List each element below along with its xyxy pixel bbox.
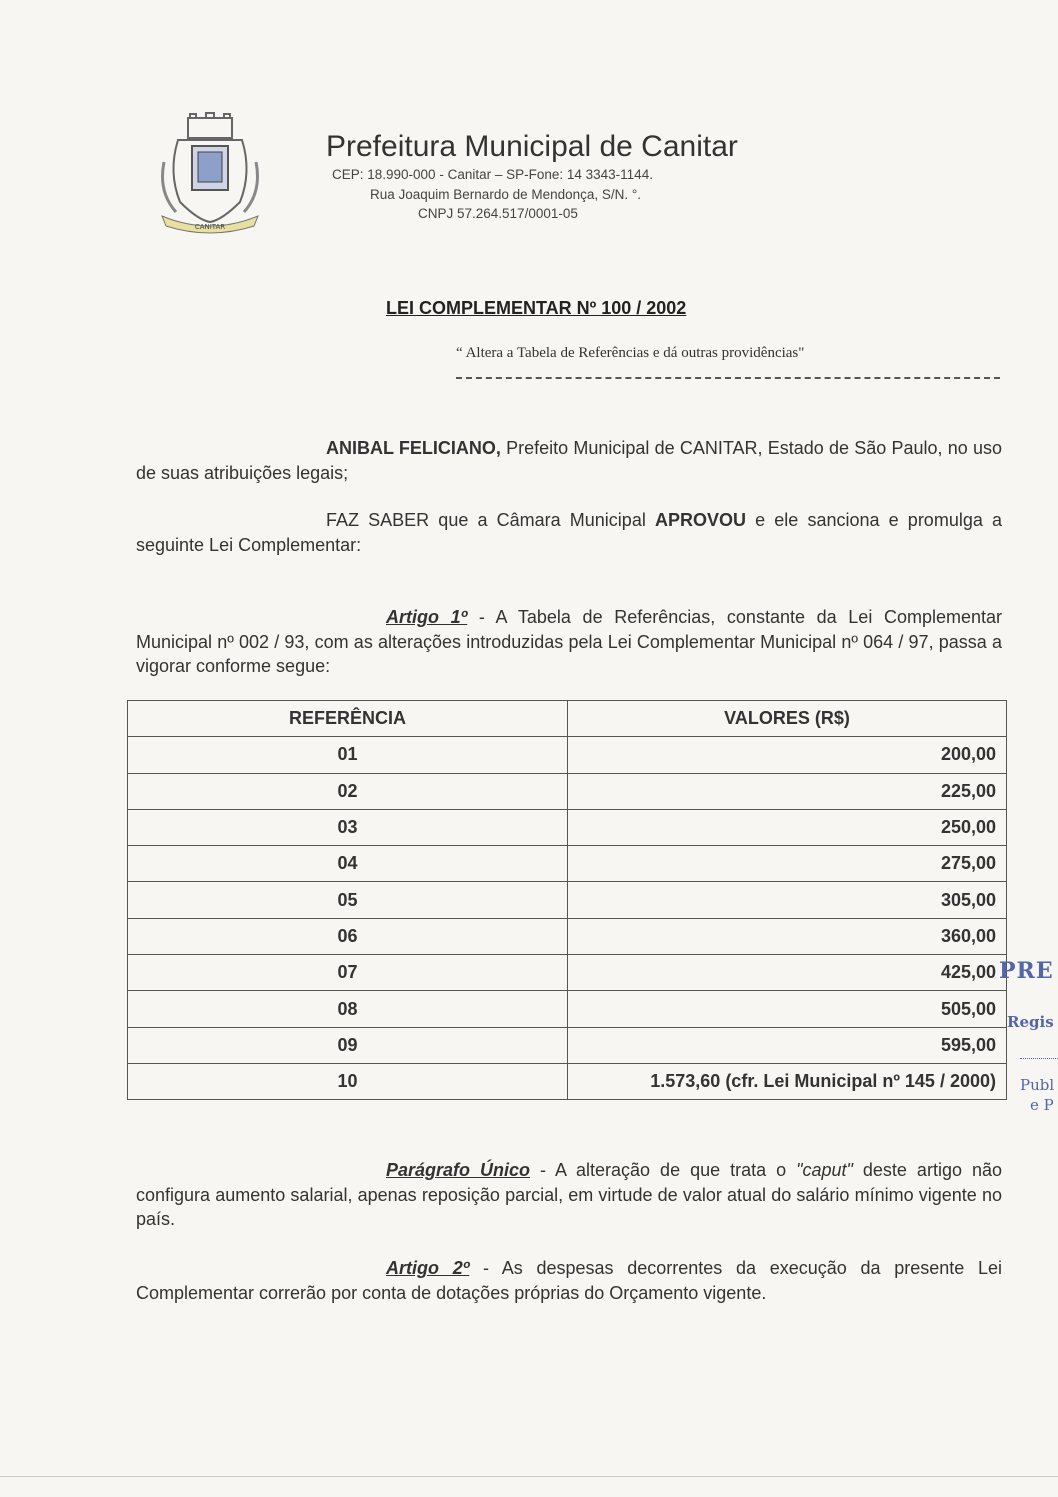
value-cell: 360,00 [568, 918, 1007, 954]
law-title: LEI COMPLEMENTAR Nº 100 / 2002 [386, 298, 687, 318]
reference-cell: 02 [128, 773, 568, 809]
value-cell: 275,00 [568, 846, 1007, 882]
stamp-fragment: Publ [1020, 1076, 1055, 1094]
value-cell: 595,00 [568, 1027, 1007, 1063]
sole-paragraph-text-a: - A alteração de que trata o [530, 1160, 797, 1180]
page-edge [0, 1476, 1058, 1477]
sole-paragraph-label: Parágrafo Único [386, 1160, 531, 1180]
paragraph-preamble [136, 436, 1002, 485]
sole-paragraph-text-b: deste artigo não configura aumento salarial, apenas reposição parcial, em virtude de valor atual do salário mínimo vigente no país. [136, 1160, 1002, 1229]
enactment-text-b: e ele sanciona e promulga a seguinte Lei Complementar: [136, 510, 1002, 555]
table-row [128, 882, 1007, 918]
value-cell: 505,00 [568, 991, 1007, 1027]
enactment-text-a: FAZ SABER que a Câmara Municipal [326, 510, 655, 530]
reference-cell: 01 [128, 737, 568, 773]
stamp-fragment: e P [1030, 1096, 1054, 1114]
table-row [128, 918, 1007, 954]
reference-cell: 05 [128, 882, 568, 918]
table-row [128, 1063, 1007, 1099]
value-cell: 225,00 [568, 773, 1007, 809]
reference-cell: 08 [128, 991, 568, 1027]
value-cell: 200,00 [568, 737, 1007, 773]
municipality-title: Prefeitura Municipal de Canitar [326, 130, 738, 163]
article-2-text: - As despesas decorrentes da execução da presente Lei Complementar correrão por conta de dotações próprias do Orçamento vigente. [136, 1258, 1002, 1303]
table-row [128, 809, 1007, 845]
table-row [128, 846, 1007, 882]
preamble-text: Prefeito Municipal de CANITAR, Estado de São Paulo, no uso de suas atribuições legais; [136, 438, 1003, 483]
value-cell: 1.573,60 (cfr. Lei Municipal nº 145 / 2000) [568, 1063, 1007, 1099]
reference-cell: 10 [128, 1063, 568, 1099]
enactment-approved: APROVOU [654, 510, 746, 530]
stamp-divider [1020, 1058, 1058, 1059]
value-cell: 250,00 [568, 809, 1007, 845]
table-row [128, 737, 1007, 773]
article-2-label: Artigo 2º [386, 1258, 470, 1278]
table-row [128, 991, 1007, 1027]
paragraph-article-1 [136, 605, 1002, 679]
table-row [128, 955, 1007, 991]
svg-text:CANITAR: CANITAR [194, 223, 226, 231]
paragraph-sole [136, 1158, 1002, 1232]
law-ementa: “ Altera a Tabela de Referências e dá outras providências" [456, 345, 805, 361]
table-header-row [128, 701, 1007, 737]
mayor-name: ANIBAL FELICIANO, [326, 438, 501, 458]
table-row [128, 1027, 1007, 1063]
column-header-values: VALORES (R$) [568, 701, 1007, 737]
stamp-fragment: PRE [999, 958, 1054, 984]
letterhead-cnpj: CNPJ 57.264.517/0001-05 [418, 206, 578, 221]
article-1-label: Artigo 1º [386, 607, 468, 627]
value-cell: 425,00 [568, 955, 1007, 991]
article-1-text: - A Tabela de Referências, constante da Lei Complementar Municipal nº 002 / 93, com as alterações introduzidas pela Lei Complementar Municipal nº 064 / 97, passa a vigorar conforme segue: [136, 607, 1003, 676]
reference-cell: 07 [128, 955, 568, 991]
column-header-reference: REFERÊNCIA [128, 701, 568, 737]
table-row [128, 773, 1007, 809]
paragraph-article-2 [136, 1256, 1002, 1305]
caput-term: "caput" [796, 1160, 853, 1180]
reference-cell: 06 [128, 918, 568, 954]
reference-cell: 04 [128, 846, 568, 882]
reference-cell: 03 [128, 809, 568, 845]
letterhead-contact: CEP: 18.990-000 - Canitar – SP-Fone: 14 3343-1144. [332, 167, 653, 182]
paragraph-enactment [136, 508, 1002, 557]
reference-cell: 09 [128, 1027, 568, 1063]
letterhead-address: Rua Joaquim Bernardo de Mendonça, S/N. °. [370, 187, 642, 202]
stamp-fragment: Regis [1007, 1013, 1054, 1031]
coat-of-arms-icon [158, 112, 262, 234]
reference-table [127, 700, 1007, 1100]
divider [456, 377, 1000, 379]
value-cell: 305,00 [568, 882, 1007, 918]
